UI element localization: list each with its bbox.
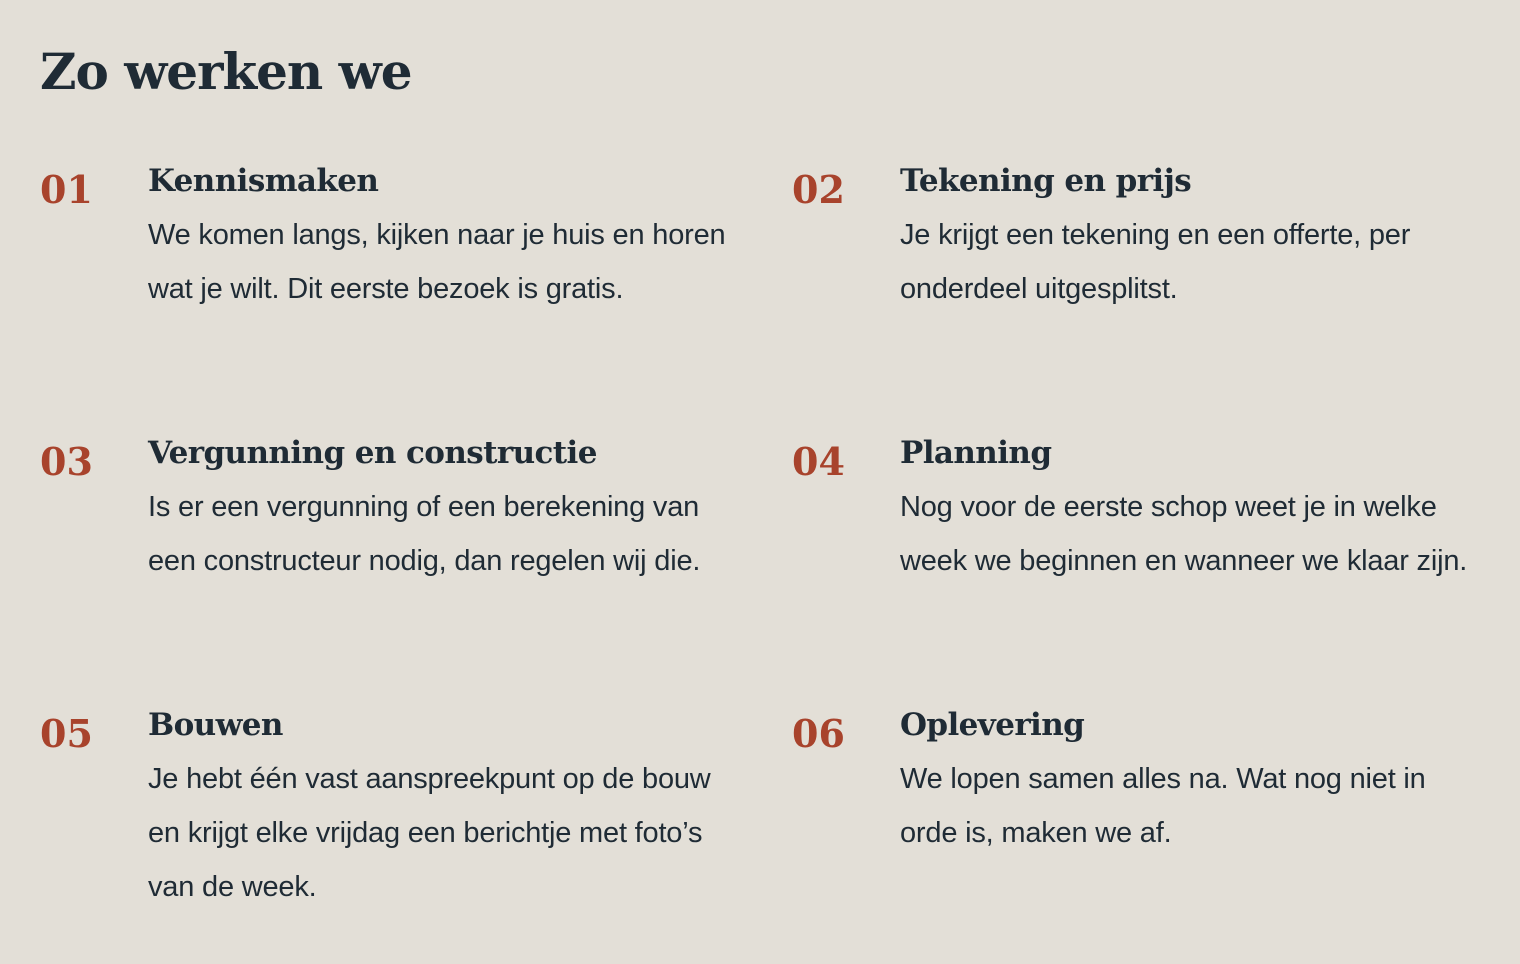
step-title: Vergunning en constructie (148, 435, 597, 471)
step-body (148, 432, 728, 588)
step-body (148, 160, 728, 316)
step-number: 01 (40, 167, 93, 212)
step-item (792, 160, 1480, 432)
step-item (40, 704, 792, 964)
step-body (148, 704, 728, 914)
step-title: Oplevering (900, 707, 1085, 743)
step-body (900, 432, 1480, 588)
step-text: We komen langs, kijken naar je huis en horen wat je wilt. Dit eerste bezoek is gratis. (148, 219, 726, 305)
step-item (792, 432, 1480, 704)
step-number: 05 (40, 711, 93, 756)
step-number: 03 (40, 439, 93, 484)
page-title: Zo werken we (40, 42, 412, 101)
step-item (40, 432, 792, 704)
step-item (40, 160, 792, 432)
step-number: 02 (792, 167, 845, 212)
step-text: Is er een vergunning of een berekening van een constructeur nodig, dan regelen wij die. (148, 491, 701, 577)
step-body (900, 160, 1480, 316)
step-text: Je krijgt een tekening en een offerte, per onderdeel uitgesplitst. (900, 219, 1411, 305)
steps-grid (40, 160, 1480, 964)
step-item (792, 704, 1480, 964)
step-title: Tekening en prijs (900, 163, 1192, 199)
step-text: Nog voor de eerste schop weet je in welke week we beginnen en wanneer we klaar zijn. (900, 491, 1468, 577)
step-number: 04 (792, 439, 845, 484)
step-title: Bouwen (148, 707, 283, 743)
step-text: Je hebt één vast aanspreekpunt op de bouw en krijgt elke vrijdag een berichtje met foto’s van de week. (148, 763, 711, 903)
step-body (900, 704, 1480, 860)
step-title: Planning (900, 435, 1052, 471)
step-number: 06 (792, 711, 845, 756)
step-text: We lopen samen alles na. Wat nog niet in orde is, maken we af. (900, 763, 1426, 849)
step-title: Kennismaken (148, 163, 379, 199)
